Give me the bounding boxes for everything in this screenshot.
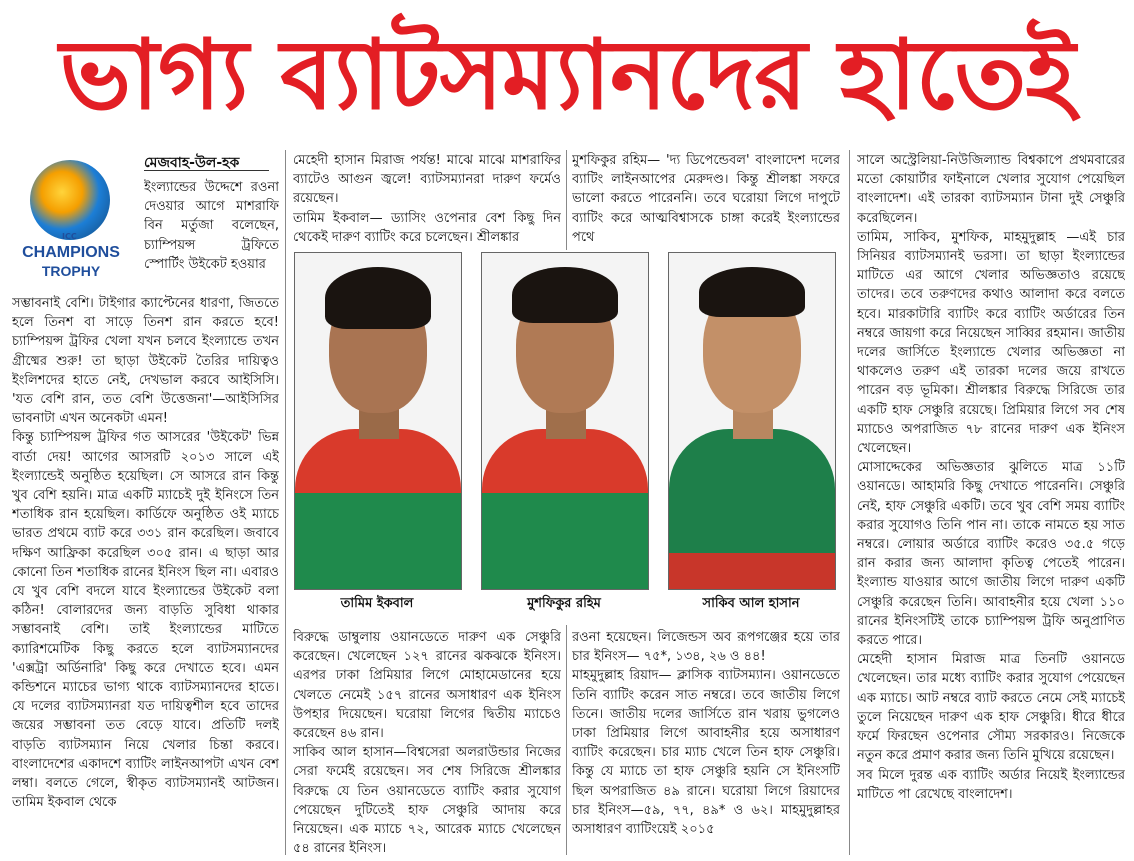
paragraph: সালে অস্ট্রেলিয়া-নিউজিল্যান্ড বিশ্বকাপে প্রথমবারের মতো কোয়ার্টার ফাইনালে খেলার সুযোগ পেয়েছিল বাংলাদেশ। এই তারকা ব্যাটসম্যান টানা দুই সেঞ্চুরি করেছিলেন। — [857, 153, 1125, 226]
paragraph: মেহেদী হাসান মিরাজ পর্যন্ত! মাঝে মাঝে মাশরাফির ব্যাটেও আগুন জ্বলে! ব্যাটসম্যানরা দারুণ ফর্মেও রয়েছেন। — [293, 153, 561, 207]
photo-caption: সাকিব আল হাসান — [702, 596, 800, 611]
paragraph: মেহেদী হাসান মিরাজ মাত্র তিনটি ওয়ানডে খেলেছেন। তার মধ্যে ব্যাটিং করার সুযোগ পেয়েছেন এক ম্যাচে। আট নম্বরে ব্যাট করতে নেমে সেই ম্যাচেই তুলে নিয়েছেন দারুণ এক হাফ সেঞ্চুরি। ধীরে ধীরে ফর্মে ফিরছেন ওপেনার সৌম্য সরকারও। নিজেকে নতুন করে প্রমাণ করার জন্য তিনি মুখিয়ে রয়েছেন। — [857, 652, 1125, 764]
paragraph: বিরুদ্ধে ডাম্বুলায় ওয়ানডেতে দারুণ এক সেঞ্চুরি করেছেন। খেলেছেন ১২৭ রানের ঝকঝকে ইনিংস। এরপর ঢাকা প্রিমিয়ার লিগে মোহামেডানের হয়ে খেলতে নেমেই ১৫৭ রানের অসাধারণ এক ইনিংস উপহার দিয়েছেন। ঘরোয়া লিগের দ্বিতীয় ম্যাচেও করেছেন ৪৬ রান। — [293, 630, 561, 742]
photo-shakib-al-hasan — [668, 252, 836, 590]
column-3-top — [572, 151, 840, 247]
champions-trophy-logo — [12, 160, 130, 280]
column-divider — [849, 150, 850, 855]
paragraph: মোসাদ্দেকের অভিজ্ঞতার ঝুলিতে মাত্র ১১টি ওয়ানডে। আহামরি কিছু দেখাতে পারেননি। সেঞ্চুরি নেই, হাফ সেঞ্চুরি একটি। তবে খুব বেশি সময় ব্যাটিং করার সুযোগও তিনি পান না। তাকে নামতে হয় সাত নম্বরে। লোয়ার অর্ডারে ব্যাটিং করেও ৩৫.৫ গড়ে রান করার জন্য আলাদা কৃতিত্ব পেতেই পারেন। ইংল্যান্ড যাওয়ার আগে জাতীয় লিগে দারুণ একটি সেঞ্চুরি করেছেন তিনি। আবাহনীর হয়ে খেলা ১১০ রানের ইনিংসটিই তাকে চ্যাম্পিয়ন্স ট্রফি অনুপ্রাণিত করতে পারে। — [857, 460, 1125, 649]
column-3-bottom — [572, 628, 840, 856]
lead-paragraph: ইংল্যান্ডের উদ্দেশে রওনা দেওয়ার আগে মাশরাফি বিন মর্তুজা বলেছেন, চ্যাম্পিয়ন্স ট্রফিতে স্পোর্টিং উইকেট হওয়ার — [144, 180, 279, 272]
paragraph: তামিম, সাকিব, মুশফিক, মাহমুদুল্লাহ —এই চার সিনিয়র ব্যাটসম্যানই ভরসা। তা ছাড়া ইংল্যান্ডের মাটিতে এর আগে খেলার অভিজ্ঞতাও রয়েছে তাদের। তবে তরুণদের কথাও আলাদা করে বলতে হবে। মারকাটারি ব্যাটিং করে ব্যাটিং অর্ডারের তিন নম্বরে জায়গা করে নিয়েছেন সাব্বির রহমান। জাতীয় দলের জার্সিতে ইংল্যান্ডে খেলার অভিজ্ঞতা না থাকলেও তরুণ এই তারকা দলের জয়ে রাখতে পারেন বড় ভূমিকা। শ্রীলঙ্কার বিরুদ্ধে সিরিজে তার একটি হাফ সেঞ্চুরি রয়েছে। প্রিমিয়ার লিগে সব শেষ ম্যাচেও অপরাজিত ৭৮ রানের দারুণ এক ইনিংস খেলেছেন। — [857, 229, 1125, 457]
photo-mushfiqur-rahim — [481, 252, 649, 590]
column-divider — [285, 150, 286, 855]
headline: ভাগ্য ব্যাটসম্যানদের হাতেই — [59, 19, 1075, 131]
column-1 — [12, 294, 279, 854]
column-divider — [566, 150, 567, 250]
column-2-bottom — [293, 628, 561, 856]
byline: মেজবাহ-উল-হক — [144, 155, 240, 171]
paragraph: তামিম ইকবাল— ড্যাসিং ওপেনার বেশ কিছু দিন থেকেই দারুণ ব্যাটিং করে চলেছেন। শ্রীলঙ্কার — [293, 210, 561, 245]
trophy-emblem-icon — [30, 160, 110, 240]
column-divider — [566, 625, 567, 855]
logo-icc-label: ICC — [62, 232, 77, 241]
column-1-lead — [144, 178, 279, 294]
column-4 — [857, 151, 1125, 856]
paragraph: রওনা হয়েছেন। লিজেন্ডস অব রূপগঞ্জের হয়ে তার চার ইনিংস— ৭৫*, ১৩৪, ২৬ ও ৪৪! — [572, 630, 840, 665]
paragraph: সম্ভাবনাই বেশি। টাইগার ক্যাপ্টেনের ধারণা, জিততে হলে তিনশ বা সাড়ে তিনশ রান করতে হবে! চ্যাম্পিয়ন্স ট্রফির খেলা যখন চলবে ইংল্যান্ডে তখন গ্রীষ্মের শুরু! তা ছাড়া উইকেট তৈরির দায়িত্বও ইংলিশদের হাতে নেই, দেখভাল করবে আইসিসি। 'যত বেশি রান, তত বেশি উত্তেজনা'—আইসিসির ভাবনাটা এখন অনেকটা এমন! — [12, 296, 279, 427]
photo-caption: তামিম ইকবাল — [340, 596, 414, 611]
paragraph: সাকিব আল হাসান—বিশ্বসেরা অলরাউন্ডার নিজের সেরা ফর্মেই রয়েছেন। সব শেষ সিরিজে শ্রীলঙ্কার বিরুদ্ধে যে তিন ওয়ানডেতে ব্যাটিং করার সুযোগ পেয়েছেন দুটিতেই হাফ সেঞ্চুরি আদায় করে নিয়েছেন। এক ম্যাচে ৭২, আরেক ম্যাচে খেলেছেন ৫৪ রানের ইনিংস। — [293, 745, 561, 856]
paragraph: সব মিলে দুরন্ত এক ব্যাটিং অর্ডার নিয়েই ইংল্যান্ডের মাটিতে পা রেখেছে বাংলাদেশ। — [857, 767, 1125, 802]
byline-rule — [144, 170, 269, 171]
column-2-top — [293, 151, 561, 247]
paragraph: মাহমুদুল্লাহ রিয়াদ— ক্লাসিক ব্যাটসম্যান। ওয়ানডেতে তিনি ব্যাটিং করেন সাত নম্বরে। তবে জাতীয় লিগে তিনে। জাতীয় দলের জার্সিতে রান খরায় ভুগলেও ঢাকা প্রিমিয়ার লিগে আবাহনীর হয়ে অসাধারণ ব্যাটিং করেছেন। চার ম্যাচ খেলে তিন হাফ সেঞ্চুরি। কিন্তু যে ম্যাচে তা হাফ সেঞ্চুরি হয়নি সে ইনিংসটি ছিল অপরাজিত ৪৯ রানে। ঘরোয়া লিগে রিয়াদের চার ইনিংস—৫৯, ৭৭, ৪৯* ও ৬২। মাহমুদুল্লাহর অসাধারণ ব্যাটিংয়েই ২০১৫ — [572, 668, 840, 838]
photo-caption: মুশফিকুর রহিম — [527, 596, 601, 611]
logo-trophy-label: TROPHY — [41, 263, 101, 279]
paragraph: মুশফিকুর রহিম— 'দ্য ডিপেন্ডেবল' বাংলাদেশ দলের ব্যাটিং লাইনআপের মেরুদণ্ড। কিন্তু শ্রীলঙ্কা সফরে ভালো করতে পারেননি। তবে ঘরোয়া লিগে দাপুটে ব্যাটিং করে আত্মবিশ্বাসকে চাঙ্গা করেই ইংল্যান্ডের পথে — [572, 153, 840, 245]
logo-champions-label: CHAMPIONS — [22, 244, 120, 261]
paragraph: কিন্তু চ্যাম্পিয়ন্স ট্রফির গত আসরের 'উইকেট' ভিন্ন বার্তা দেয়! আগের আসরটি ২০১৩ সালে এই ইংল্যান্ডেই অনুষ্ঠিত হয়েছিল। সে আসরে রান কিন্তু খুব বেশি হয়নি। মাত্র একটি ম্যাচেই দুই ইনিংসে তিন শতাধিক রান হয়েছিল। কার্ডিফে অনুষ্ঠিত ওই ম্যাচে ভারত প্রথমে ব্যাট করে ৩৩১ রান করেছিল। জবাবে দক্ষিণ আফ্রিকা করেছিল ৩০৫ রান। এ ছাড়া আর কোনো তিন শতাধিক রানের ইনিংস ছিল না। এবারও যে খুব বেশি বদলে যাবে ইংল্যান্ডের উইকেট বলা কঠিন! বোলারদের জন্য বাড়তি সুবিধা থাকার সম্ভাবনাই বেশি। তাই ইংল্যান্ডের মাটিতে ক্যারিশমেটিক কিছু করতে হলে ব্যাটসম্যানদের 'এক্সট্রা অর্ডিনারি' কিছু করে দেখাতে হবে। এমন কন্ডিশনে ম্যাচের ভাগ্য থাকে ব্যাটসম্যানদের হাতে। যে দলের ব্যাটসম্যানরা যত দায়িত্বশীল হবে তাদের জয়ের সম্ভাবনা তত বেড়ে যাবে। প্রতিটি দলই বাড়তি ব্যাটসম্যান নিয়ে খেলার চিন্তা করবে। বাংলাদেশের একাদশে ব্যাটিং লাইনআপটা এখন বেশ লম্বা। বলতে গেলে, স্বীকৃত ব্যাটসম্যানই আটজন। তামিম ইকবাল থেকে — [12, 430, 279, 811]
photo-tamim-iqbal — [294, 252, 462, 590]
